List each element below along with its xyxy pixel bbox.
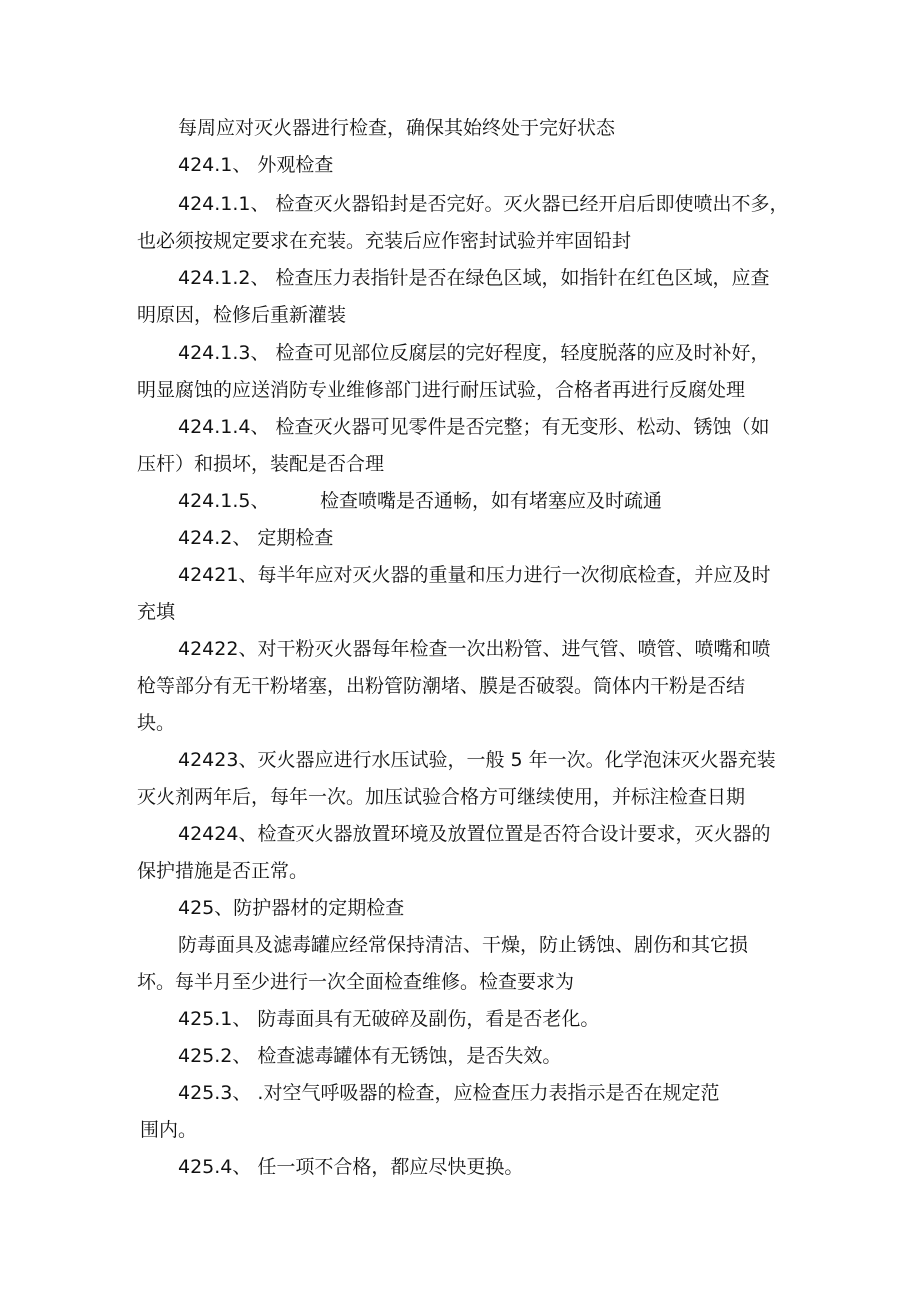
paragraph-424-1-4-line2: 压杆）和损坏，装配是否合理 [137,453,385,475]
paragraph-424-1-5-text: 检查喷嘴是否通畅，如有堵塞应及时疏通 [320,490,663,512]
item-425-1: 425.1、 防毒面具有无破碎及副伤，看是否老化。 [178,1008,600,1030]
paragraph-425-intro-line1: 防毒面具及滤毒罐应经常保持清洁、干燥，防止锈蚀、剧伤和其它损 [178,934,749,956]
paragraph-42422-line2: 枪等部分有无干粉堵塞，出粉管防潮堵、膜是否破裂。筒体内干粉是否结 [137,675,746,697]
item-425-3-line2: 围内。 [140,1119,198,1141]
paragraph-424-1-2-line1: 424.1.2、 检查压力表指针是否在绿色区域，如指针在红色区域，应查 [178,267,770,289]
heading-425: 425、防护器材的定期检查 [178,897,405,919]
paragraph-424-1-3-line1: 424.1.3、 检查可见部位反腐层的完好程度，轻度脱落的应及时补好， [178,342,770,364]
paragraph-424-1-4-line1: 424.1.4、 检查灭火器可见零件是否完整；有无变形、松动、锈蚀（如 [178,416,770,438]
paragraph-42422-line3: 块。 [137,712,176,734]
paragraph-42424-line2: 保护措施是否正常。 [137,860,309,882]
paragraph-424-1-1-line1: 424.1.1、 检查灭火器铅封是否完好。灭火器已经开启后即使喷出不多， [178,193,789,215]
paragraph-42423-line1: 42423、灭火器应进行水压试验，一般 5 年一次。化学泡沫灭火器充装 [178,749,776,771]
paragraph-424-1-5-number: 424.1.5、 [178,490,270,512]
item-425-3-line1: 425.3、 .对空气呼吸器的检查，应检查压力表指示是否在规定范 [178,1082,720,1104]
paragraph-42422-line1: 42422、对干粉灭火器每年检查一次出粉管、进气管、喷管、喷嘴和喷 [178,638,771,660]
heading-424-1: 424.1、 外观检查 [178,154,334,176]
paragraph-424-1-1-line2: 也必须按规定要求在充装。充装后应作密封试验并牢固铅封 [137,230,632,252]
intro-line: 每周应对灭火器进行检查，确保其始终处于完好状态 [178,117,616,139]
paragraph-42421-line2: 充填 [137,601,176,623]
item-425-4: 425.4、 任一项不合格，都应尽快更换。 [178,1156,524,1178]
paragraph-42423-line2: 灭火剂两年后，每年一次。加压试验合格方可继续使用，并标注检查日期 [137,786,746,808]
item-425-2: 425.2、 检查滤毒罐体有无锈蚀，是否失效。 [178,1045,562,1067]
heading-424-2: 424.2、 定期检查 [178,527,334,549]
paragraph-424-1-3-line2: 明显腐蚀的应送消防专业维修部门进行耐压试验，合格者再进行反腐处理 [137,379,746,401]
paragraph-424-1-2-line2: 明原因，检修后重新灌装 [137,304,347,326]
paragraph-42421-line1: 42421、每半年应对灭火器的重量和压力进行一次彻底检查，并应及时 [178,564,771,586]
paragraph-42424-line1: 42424、检查灭火器放置环境及放置位置是否符合设计要求，灭火器的 [178,823,771,845]
paragraph-425-intro-line2: 坏。每半月至少进行一次全面检查维修。检查要求为 [137,971,575,993]
